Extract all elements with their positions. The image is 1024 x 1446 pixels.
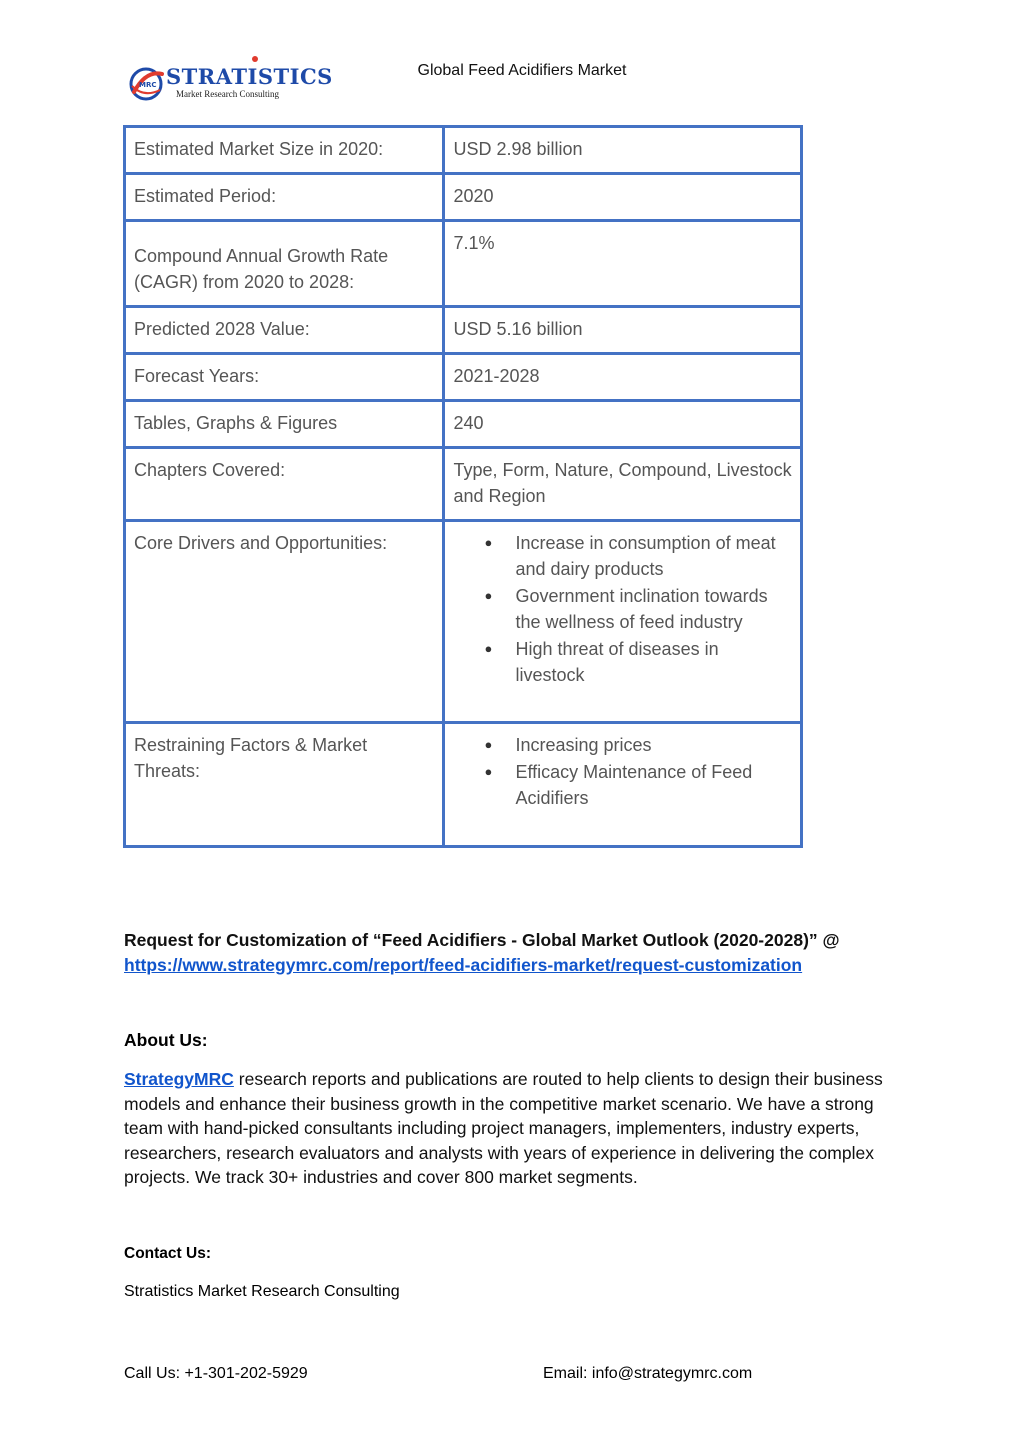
row-label: Tables, Graphs & Figures <box>125 401 444 448</box>
customization-link[interactable]: https://www.strategymrc.com/report/feed-acidifiers-market/request-customization <box>124 955 803 975</box>
customization-request-text: Request for Customization of “Feed Acidifiers - Global Market Outlook (2020-2028)” @ <box>124 930 840 950</box>
drivers-list-cell <box>444 521 802 723</box>
logo-subtitle: Market Research Consulting <box>176 89 279 99</box>
list-item: ● Government inclination towards the wellness of feed industry <box>515 583 792 635</box>
logo-name: STRATISTICS <box>166 64 333 89</box>
row-value: USD 5.16 billion <box>444 307 802 354</box>
table-row <box>125 127 802 174</box>
restraints-list <box>453 732 792 811</box>
table-row <box>125 221 802 307</box>
drivers-list <box>453 530 792 688</box>
contact-heading: Contact Us: <box>124 1245 211 1262</box>
about-body: research reports and publications are routed to help clients to design their business models and enhance their business growth in the competitive market scenario. We have a strong team with hand-picked consultants including project managers, implementers, industry experts, researchers, research evaluators and analysts with years of experience in delivering the complex projects. We track 30+ industries and cover 800 market segments. <box>124 1069 883 1187</box>
customization-request <box>124 928 914 978</box>
company-name: Stratistics Market Research Consulting <box>124 1283 400 1300</box>
row-label: Estimated Market Size in 2020: <box>125 127 444 174</box>
email-address: Email: info@strategymrc.com <box>543 1365 753 1382</box>
table-row-drivers <box>125 521 802 723</box>
strategymrc-link[interactable]: StrategyMRC <box>124 1069 234 1089</box>
row-value: USD 2.98 billion <box>444 127 802 174</box>
restraints-label: Restraining Factors & Market Threats: <box>125 723 444 847</box>
row-value: Type, Form, Nature, Compound, Livestock and Region <box>444 448 802 521</box>
logo-badge: MRC <box>139 81 157 89</box>
row-value: 7.1% <box>444 221 802 307</box>
drivers-label: Core Drivers and Opportunities: <box>125 521 444 723</box>
about-paragraph <box>124 1067 914 1190</box>
list-item: ● High threat of diseases in livestock <box>515 636 792 688</box>
phone-number: Call Us: +1-301-202-5929 <box>124 1365 308 1382</box>
list-item: ● Efficacy Maintenance of Feed Acidifiers <box>515 759 792 811</box>
table-row-restraints <box>125 723 802 847</box>
row-label: Forecast Years: <box>125 354 444 401</box>
table-row <box>125 307 802 354</box>
restraints-list-cell <box>444 723 802 847</box>
row-value: 240 <box>444 401 802 448</box>
row-value: 2020 <box>444 174 802 221</box>
table-row <box>125 401 802 448</box>
row-label: Estimated Period: <box>125 174 444 221</box>
row-label: Predicted 2028 Value: <box>125 307 444 354</box>
row-value: 2021-2028 <box>444 354 802 401</box>
list-item: ● Increasing prices <box>515 732 792 758</box>
row-label: Chapters Covered: <box>125 448 444 521</box>
table-row <box>125 448 802 521</box>
market-info-table <box>123 125 803 848</box>
page-header-title: Global Feed Acidifiers Market <box>417 62 627 79</box>
row-label: Compound Annual Growth Rate (CAGR) from 2020 to 2028: <box>125 221 444 307</box>
about-heading: About Us: <box>124 1030 208 1050</box>
table-row <box>125 354 802 401</box>
list-item: ● Increase in consumption of meat and dairy products <box>515 530 792 582</box>
table-row <box>125 174 802 221</box>
